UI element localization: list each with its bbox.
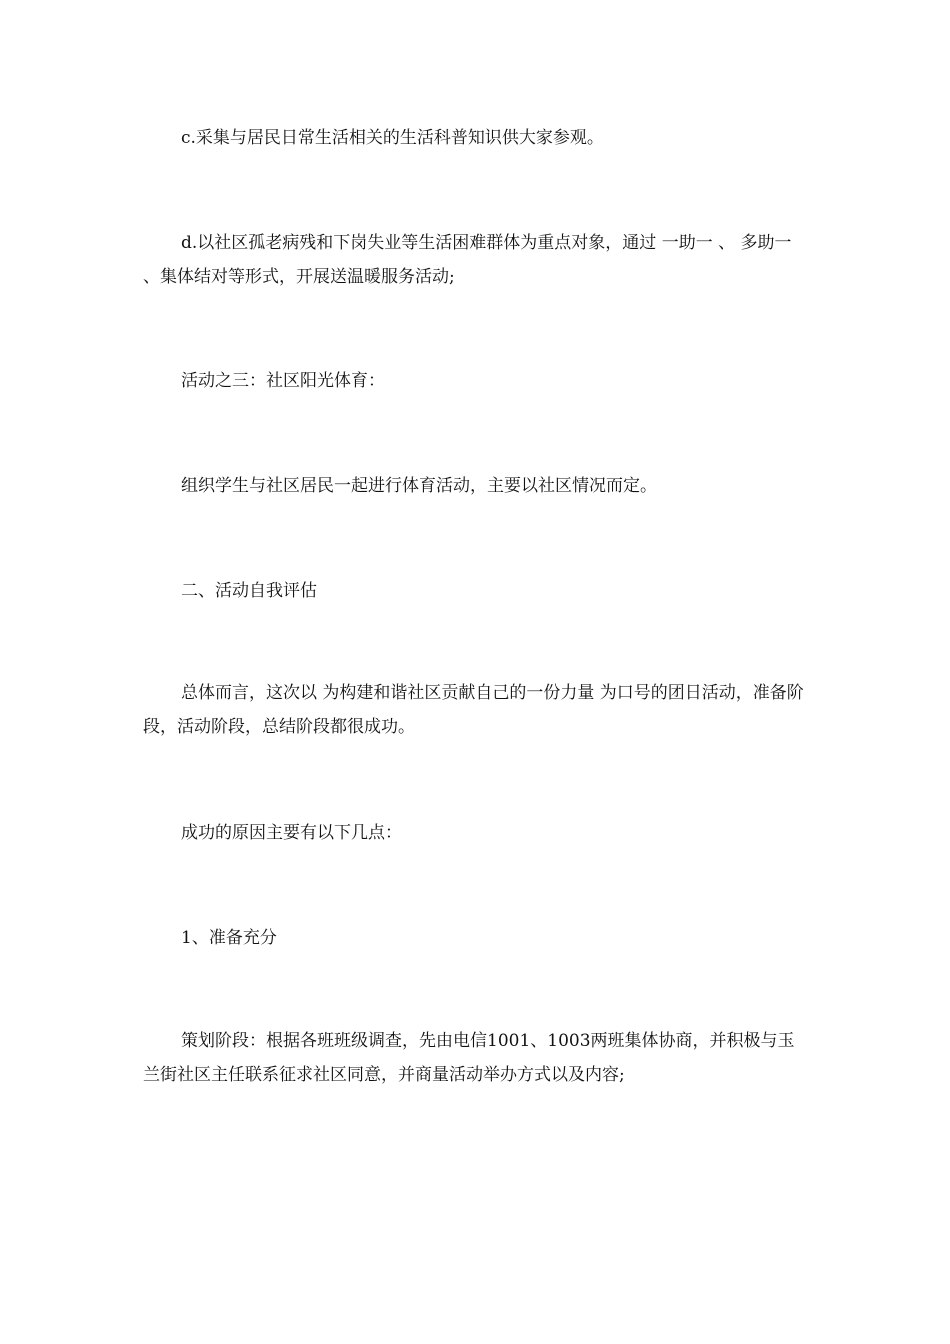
paragraph-planning-stage: 策划阶段：根据各班班级调查，先由电信1001、1003两班集体协商，并积极与玉兰街社区主任联系征求社区同意，并商量活动举办方式以及内容; [143,1031,795,1085]
section-heading-self-evaluation: 二、活动自我评估 [181,581,317,601]
paragraph-success-reasons: 成功的原因主要有以下几点： [181,823,402,843]
paragraph-science-knowledge: c.采集与居民日常生活相关的生活科普知识供大家参观。 [181,128,604,148]
paragraph-overall-summary: 总体而言，这次以 为构建和谐社区贡献自己的一份力量 为口号的团日活动，准备阶段，活动阶段，总结阶段都很成功。 [143,683,804,737]
paragraph-activity-three-heading: 活动之三：社区阳光体育： [181,371,385,391]
paragraph-sports-activity: 组织学生与社区居民一起进行体育活动，主要以社区情况而定。 [181,476,657,496]
subheading-preparation: 1、准备充分 [181,928,277,948]
paragraph-warmth-service: d.以社区孤老病残和下岗失业等生活困难群体为重点对象，通过 一助一 、 多助一 、集体结对等形式，开展送温暖服务活动; [143,233,792,287]
